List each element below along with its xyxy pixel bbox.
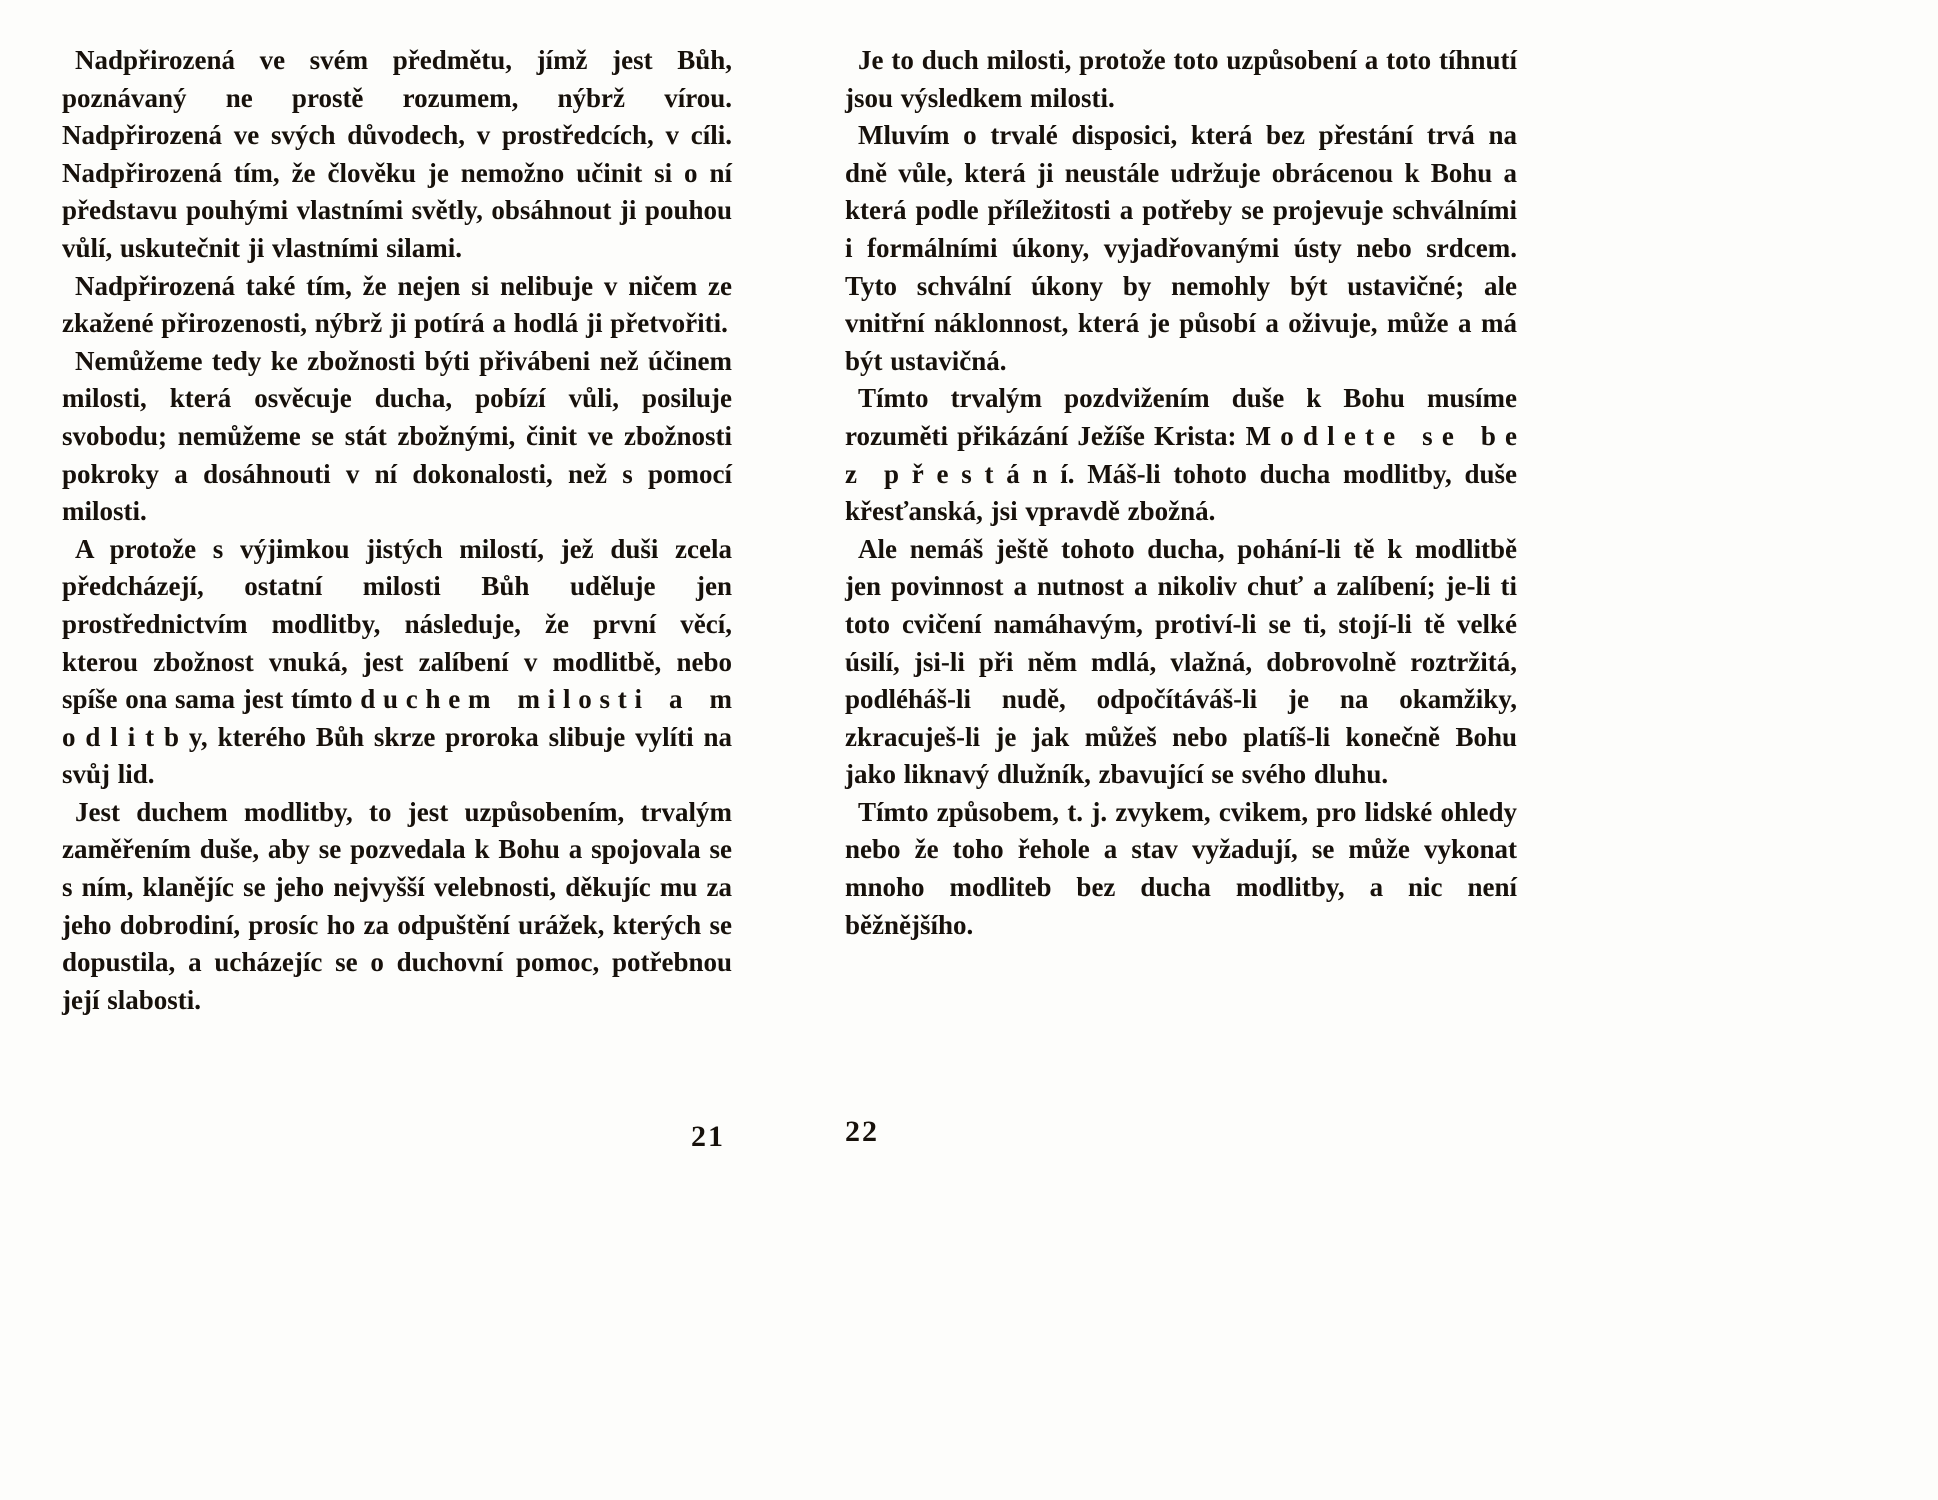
paragraph: Nadpřirozená ve svém předmětu, jímž jest Bůh, poznávaný ne prostě rozumem, nýbrž vírou. Nadpřirozená ve svých důvodech, v prostředcích, v cíli. Nadpřirozená tím, že člověku je nemožno učinit si o ní představu pouhými vlastními světly, obsáhnout ji pouhou vůlí, uskutečnit ji vlastními silami. xyxy=(62,45,732,263)
paragraph: Ale nemáš ještě tohoto ducha, pohání-li tě k modlitbě jen povinnost a nutnost a nikoliv chuť a zalíbení; je-li ti toto cvičení namáhavým, protiví-li se ti, stojí-li tě velké úsilí, jsi-li při něm mdlá, vlažná, dobrovolně roztržitá, podléháš-li nudě, odpočítáváš-li je na okamžiky, zkracuješ-li je jak můžeš nebo platíš-li konečně Bohu jako liknavý dlužník, zbavující se svého dluhu. xyxy=(845,533,1517,790)
paragraph: A protože s výjimkou jistých milostí, jež duši zcela předcházejí, ostatní milosti Bůh uděluje jen prostřednictvím modlitby, následuje, že první věcí, kterou zbožnost vnuká, jest zalíbení v modlitbě, nebo spíše ona sama jest tímto d u c h e m m i l o s t i a m o d l i t b y, kterého Bůh skrze proroka slibuje vylíti na svůj lid. xyxy=(62,533,732,790)
page-number-left: 21 xyxy=(691,1120,725,1153)
page-left xyxy=(62,42,732,1019)
paragraph: Jest duchem modlitby, to jest uzpůsobením, trvalým zaměřením duše, aby se pozvedala k Bohu a spojovala se s ním, klanějíc se jeho nejvyšší velebnosti, děkujíc mu za jeho dobrodiní, prosíc ho za odpuštění urážek, kterých se dopustila, a ucházejíc se o duchovní pomoc, potřebnou její slabosti. xyxy=(62,796,732,1015)
paragraph: Nemůžeme tedy ke zbožnosti býti přivábeni než účinem milosti, která osvěcuje ducha, pobízí vůli, posiluje svobodu; nemůžeme se stát zbožnými, činit ve zbožnosti pokroky a dosáhnouti v ní dokonalosti, než s pomocí milosti. xyxy=(62,345,732,527)
paragraph: Mluvím o trvalé disposici, která bez přestání trvá na dně vůle, která ji neustále udržuje obrácenou k Bohu a která podle příležitosti a potřeby se projevuje schválními i formálními úkony, vyjadřovanými ústy nebo srdcem. Tyto schvální úkony by nemohly být ustavičné; ale vnitřní náklonnost, která je působí a oživuje, může a má být ustavičná. xyxy=(845,120,1517,376)
page-right xyxy=(845,42,1517,944)
paragraph: Nadpřirozená také tím, že nejen si nelibuje v ničem ze zkažené přirozenosti, nýbrž ji potírá a hodlá ji přetvořiti. xyxy=(62,270,732,339)
paragraph: Tímto trvalým pozdvižením duše k Bohu musíme rozuměti přikázání Ježíše Krista: M o d l e t e s e b e z p ř e s t á n í. Máš-li tohoto ducha modlitby, duše křesťanská, jsi vpravdě zbožná. xyxy=(845,383,1517,527)
paragraph: Tímto způsobem, t. j. zvykem, cvikem, pro lidské ohledy nebo že toho řehole a stav vyžadují, se může vykonat mnoho modliteb bez ducha modlitby, a nic není běžnějšího. xyxy=(845,796,1517,940)
page-number-right: 22 xyxy=(845,1115,879,1148)
paragraph: Je to duch milosti, protože toto uzpůsobení a toto tíhnutí jsou výsledkem milosti. xyxy=(845,45,1517,113)
